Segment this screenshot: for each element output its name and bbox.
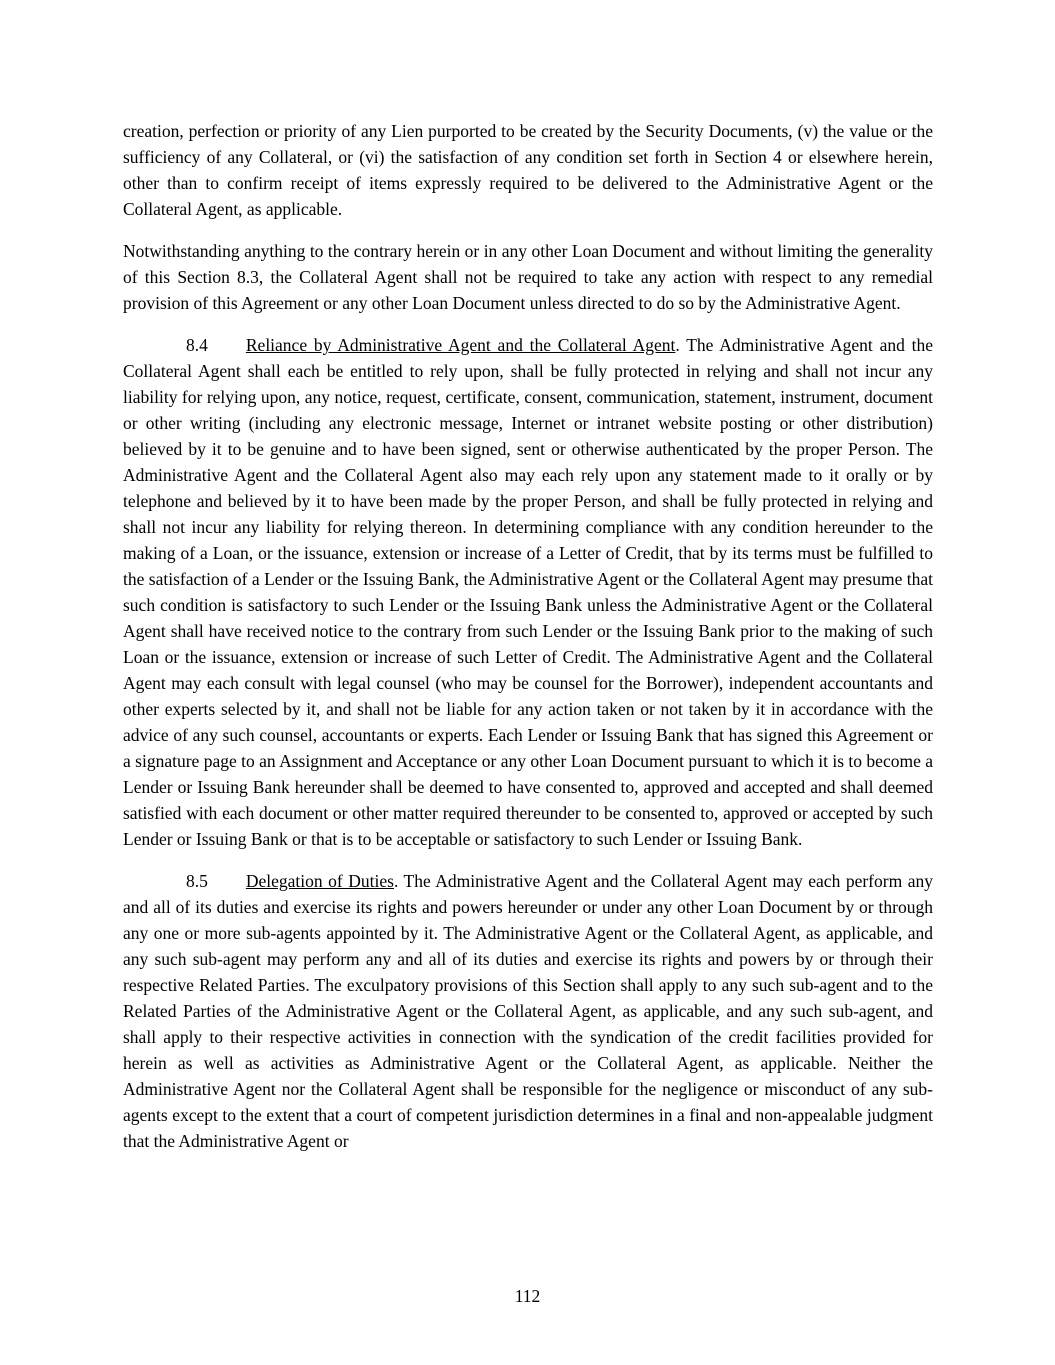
section-8-5 (123, 868, 933, 1154)
paragraph-continuation: creation, perfection or priority of any Lien purported to be created by the Security Documents, (v) the value or the sufficiency of any Collateral, or (vi) the satisfaction of any condition set forth in Section 4 or elsewhere herein, other than to confirm receipt of items expressly required to be delivered to the Administrative Agent or the Collateral Agent, as applicable. (123, 121, 933, 219)
section-8-5-heading: Delegation of Duties (245, 871, 394, 891)
section-8-4 (123, 332, 933, 852)
page-number: 112 (514, 1286, 541, 1306)
section-8-4-number: 8.4 (186, 335, 208, 355)
paragraph-notwithstanding: Notwithstanding anything to the contrary herein or in any other Loan Document and without limiting the generality of this Section 8.3, the Collateral Agent shall not be required to take any action with respect to any remedial provision of this Agreement or any other Loan Document unless directed to do so by the Administrative Agent. (123, 241, 933, 313)
section-8-4-heading: Reliance by Administrative Agent and the Collateral Agent (245, 335, 676, 355)
section-8-5-body: . The Administrative Agent and the Collateral Agent may each perform any and all of its duties and exercise its rights and powers hereunder or under any other Loan Document by or through any one or more sub-agents appointed by it. The Administrative Agent or the Collateral Agent, as applicable, and any such sub-agent may perform any and all of its duties and exercise its rights and powers by or through their respective Related Parties. The exculpatory provisions of this Section shall apply to any such sub-agent and to the Related Parties of the Administrative Agent or the Collateral Agent, as applicable, and any such sub-agent, and shall apply to their respective activities in connection with the syndication of the credit facilities provided for herein as well as activities as Administrative Agent or the Collateral Agent, as applicable. Neither the Administrative Agent nor the Collateral Agent shall be responsible for the negligence or misconduct of any sub-agents except to the extent that a court of competent jurisdiction determines in a final and non-appealable judgment that the Administrative Agent or (123, 871, 933, 1151)
section-8-5-number: 8.5 (186, 871, 208, 891)
document-body (123, 118, 933, 1170)
section-8-4-body: . The Administrative Agent and the Collateral Agent shall each be entitled to rely upon, shall be fully protected in relying and shall not incur any liability for relying upon, any notice, request, certificate, consent, communication, statement, instrument, document or other writing (including any electronic message, Internet or intranet website posting or other distribution) believed by it to be genuine and to have been signed, sent or otherwise authenticated by the proper Person. The Administrative Agent and the Collateral Agent also may each rely upon any statement made to it orally or by telephone and believed by it to have been made by the proper Person, and shall be fully protected in relying and shall not incur any liability for relying thereon. In determining compliance with any condition hereunder to the making of a Loan, or the issuance, extension or increase of a Letter of Credit, that by its terms must be fulfilled to the satisfaction of a Lender or the Issuing Bank, the Administrative Agent or the Collateral Agent may presume that such condition is satisfactory to such Lender or the Issuing Bank unless the Administrative Agent or the Collateral Agent shall have received notice to the contrary from such Lender or the Issuing Bank prior to the making of such Loan or the issuance, extension or increase of such Letter of Credit. The Administrative Agent and the Collateral Agent may each consult with legal counsel (who may be counsel for the Borrower), independent accountants and other experts selected by it, and shall not be liable for any action taken or not taken by it in accordance with the advice of any such counsel, accountants or experts. Each Lender or Issuing Bank that has signed this Agreement or a signature page to an Assignment and Acceptance or any other Loan Document pursuant to which it is to become a Lender or Issuing Bank hereunder shall be deemed to have consented to, approved and accepted and shall deemed satisfied with each document or other matter required thereunder to be consented to, approved or accepted by such Lender or Issuing Bank or that is to be acceptable or satisfactory to such Lender or Issuing Bank. (123, 335, 934, 849)
